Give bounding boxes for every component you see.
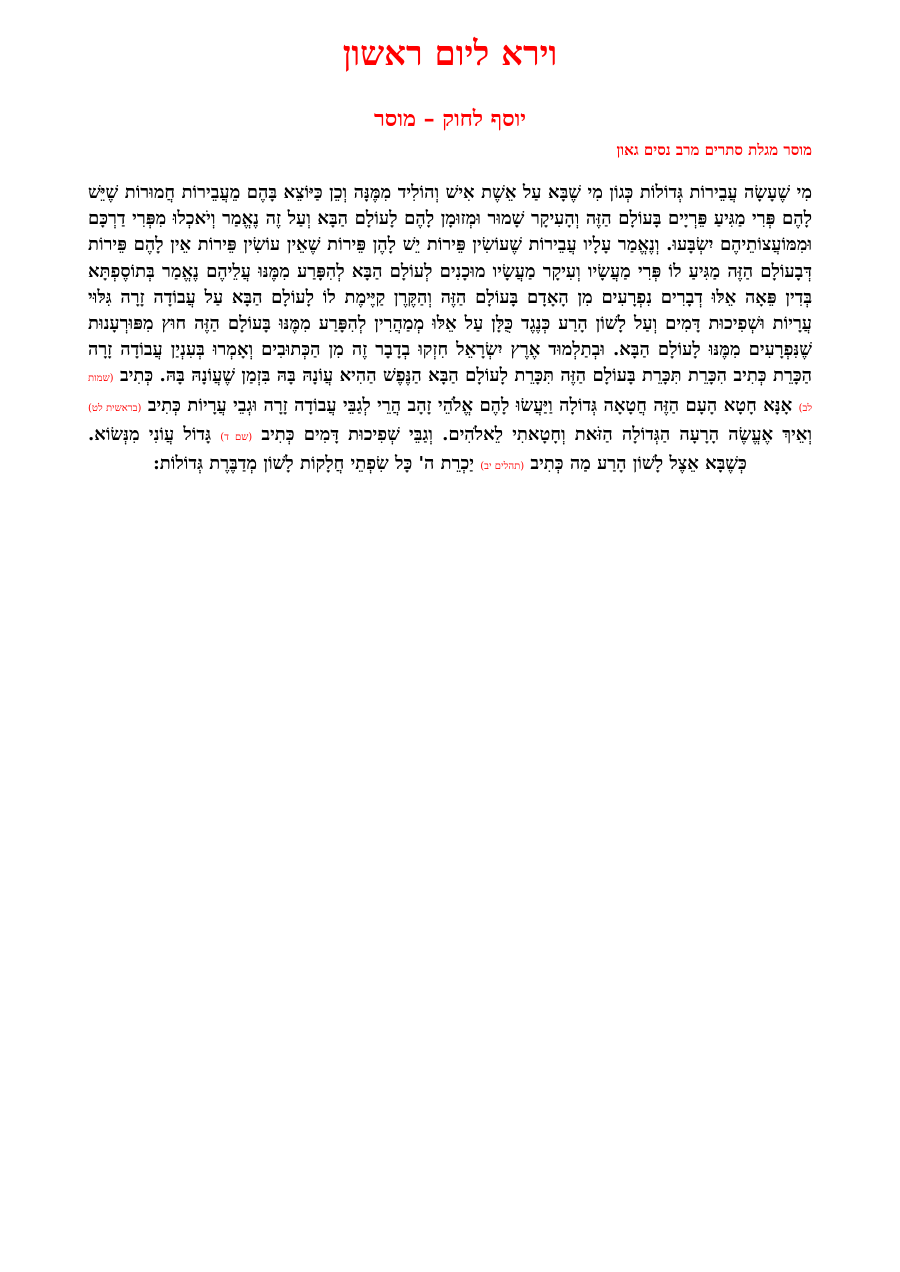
verse-reference: (בראשית לט) bbox=[88, 402, 142, 414]
body-text-part-3: וְאֵיךְ אֶעֱשֶׂה הָרָעָה הַגְּדוֹלָה הַזֹּאת וְחָטָאתִי לֵאלֹהִים. וְגַבֵּי שְׁפִיכוּת דָּמִים כְּתִיב bbox=[261, 423, 812, 445]
page-subtitle: יוסף לחוק – מוסר bbox=[374, 106, 526, 132]
body-text-part-2: אָנָּא חָטָא הָעָם הַזֶּה חֲטָאָה גְּדוֹלָה וַיַּעֲשׂוּ לָהֶם אֱלֹהֵי זָהָב הֲרֵי לְגַבֵּי עֲבוֹדָה זָרָה וּגְבֵי עֲרָיוֹת כְּתִיב bbox=[147, 394, 793, 416]
verse-reference: (שם ד) bbox=[220, 431, 253, 443]
source-attribution: מוסר מגלת סתרים מרב נסים גאון bbox=[616, 141, 812, 159]
body-text-part-4: גָּדוֹל עֲוֹנִי מִנְּשׂוֹא. כְּשֶׁבָּא אֵצֶל לָשׁוֹן הָרַע מַה כְּתִיב bbox=[88, 423, 747, 475]
verse-reference: (שמות לב) bbox=[88, 373, 812, 414]
body-paragraph bbox=[88, 180, 812, 480]
body-text-part-1: מִי שֶׁעָשָׂה עֲבֵירוֹת גְּדוֹלוֹת כְּגוֹן מִי שֶׁבָּא עַל אֵשֶׁת אִישׁ וְהוֹלִיד מִמֶּנָּה וְכֵן כַּיּוֹצֵא בָּהֶם מֵעֲבֵירוֹת חֲמוּרוֹת שֶׁיֵּשׁ לָהֶם פְּרִי מַגִּיעַ פֵּרְיָים בָּעוֹלָם הַזֶּה וְהָעִיקָר שָׁמוּר וּמְזוּמָן לָהֶם לָעוֹלָם הַבָּא וְעַל זֶה נֶאֱמַר וְיֹאכְלוּ מִפְּרִי דַרְכָּם וּמִמּוֹעֲצוֹתֵיהֶם יִשְׂבָּעוּ. וְנֶאֱמַר עָלָיו עֲבֵירוֹת שֶׁעוֹשִׂין פֵּירוֹת יֵשׁ לָהֶן פֵּירוֹת שֶׁאֵין עוֹשִׂין פֵּירוֹת אֵין לָהֶם פֵּירוֹת דְּבָעוֹלָם הַזֶּה מַגִּיעַ לוֹ פְּרִי מַעֲשָׂיו וְעִיקָר מַעֲשָׂיו מוּכָנִים לְעוֹלָם הַבָּא לְהִפָּרַע מִמֶּנּוּ עֲלֵיהֶם נֶאֱמַר בְּתוֹסֶפְתָּא בְּדִין פֵּאָה אֵלּוּ דְבָרִים נִפְרָעִים מִן הָאָדָם בָּעוֹלָם הַזֶּה וְהַקֶּרֶן קַיֶּימֶת לוֹ לָעוֹלָם הַבָּא עַל עֲבוֹדָה זָרָה גִּלּוּי עֲרָיוֹת וּשְׁפִיכוּת דָּמִים וְעַל לָשׁוֹן הָרַע כְּנֶגֶד כֻּלָּן עַל אֵלּוּ מְמַהֲרִין לְהִפָּרַע מִמֶּנּוּ בָּעוֹלָם הַזֶּה חוּץ מִפּוּרְעָנוּת שֶׁנִּפְרָעִים מִמֶּנּוּ לָעוֹלָם הַבָּא. וּבְתַלְמוּד אֶרֶץ יִשְׂרָאֵל חִזְקוּ בְדָבָר זֶה מִן הַכְּתוּבִים וְאָמְרוּ בְּעִנְיַן עֲבוֹדָה זָרָה הַכָּרֵת כְּתִיב הִכָּרֵת תִּכָּרֵת בָּעוֹלָם הַזֶּה תִּכָּרֵת לָעוֹלָם הַבָּא הַנֶּפֶשׁ הַהִיא עֲוֹנָהּ בָּהּ בִּזְמַן שֶׁעֲוֹנָהּ בָּהּ. כְּתִיב bbox=[88, 182, 813, 387]
verse-reference: (תהלים יב) bbox=[480, 461, 525, 473]
body-text-part-5: יַכְרֵת ה' כָּל שִׂפְתֵי חֲלָקוֹת לָשׁוֹן מְדַבֶּרֶת גְּדוֹלוֹת: bbox=[153, 453, 474, 475]
page-title: וירא ליום ראשון bbox=[342, 34, 558, 74]
